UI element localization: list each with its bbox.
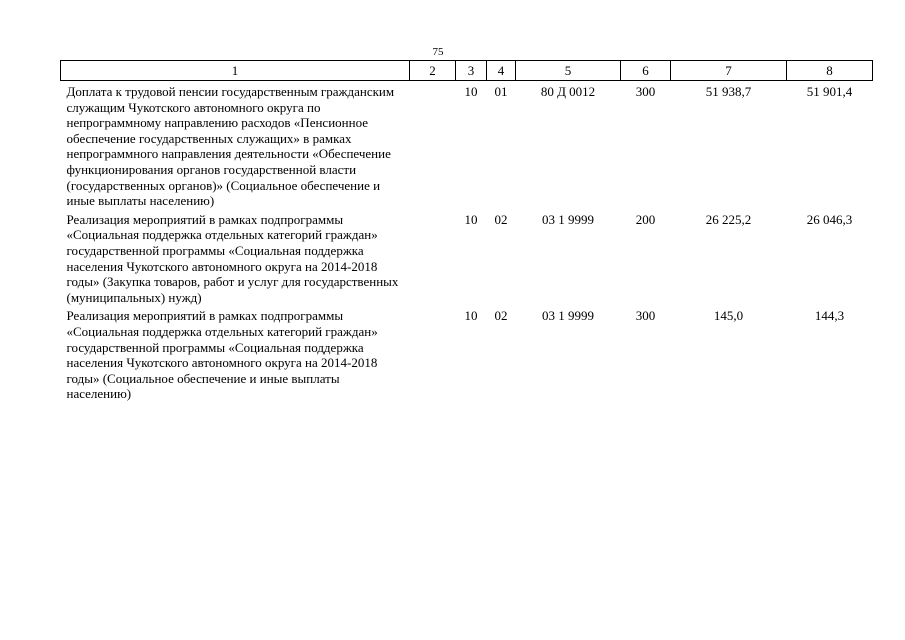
row-description: Реализация мероприятий в рамках подпрограммы «Социальная поддержка отдельных категорий граждан» государственной программы «Социальная поддержка населения Чукотского автономного округа на 2014-2018 годы» (Закупка товаров, работ и услуг для государственных (муниципальных) нужд) (66, 211, 399, 305)
row-col-4: 02 (494, 211, 508, 227)
row-col-4: 01 (494, 84, 508, 99)
row-col-3: 10 (464, 308, 478, 324)
header-col-7: 7 (671, 61, 787, 81)
header-row (61, 61, 873, 81)
budget-table (60, 60, 873, 402)
row-col-5: 03 1 9999 (542, 211, 594, 227)
header-col-5: 5 (516, 61, 621, 81)
row-col-8: 144,3 (814, 308, 845, 324)
page-number: 75 (432, 46, 444, 58)
row-col-7: 51 938,7 (705, 84, 752, 99)
row-col-8: 26 046,3 (806, 211, 853, 227)
row-col-2 (410, 209, 456, 306)
header-col-6: 6 (621, 61, 671, 81)
row-col-6: 300 (635, 308, 656, 324)
row-col-2 (410, 305, 456, 402)
row-col-5: 80 Д 0012 (540, 84, 596, 99)
header-col-4: 4 (487, 61, 516, 81)
row-description: Доплата к трудовой пенсии государственным гражданским служащим Чукотского автономного округа по непрограммному направлению расходов «Пенсионное обеспечение государственных служащих» в рамках непрограммного направления деятельности «Обеспечение функционирования органов государственной власти (государственных органов)» (Социальное обеспечение и иные выплаты населению) (66, 84, 395, 209)
row-col-5: 03 1 9999 (542, 308, 594, 324)
header-col-3: 3 (456, 61, 487, 81)
table-row (61, 305, 873, 402)
row-col-7: 145,0 (713, 308, 744, 324)
row-col-8: 51 901,4 (806, 84, 853, 99)
row-col-4: 02 (494, 308, 508, 324)
row-col-7: 26 225,2 (705, 211, 752, 227)
header-col-2: 2 (410, 61, 456, 81)
row-col-6: 200 (635, 211, 656, 227)
row-col-6: 300 (635, 84, 656, 99)
table-row (61, 81, 873, 209)
table-row (61, 209, 873, 306)
row-description: Реализация мероприятий в рамках подпрограммы «Социальная поддержка отдельных категорий граждан» государственной программы «Социальная поддержка населения Чукотского автономного округа на 2014-2018 годы» (Социальное обеспечение и иные выплаты населению) (66, 308, 378, 402)
header-col-8: 8 (787, 61, 873, 81)
header-col-1: 1 (61, 61, 410, 81)
row-col-3: 10 (464, 211, 478, 227)
row-col-2 (410, 81, 456, 209)
row-col-3: 10 (464, 84, 478, 99)
